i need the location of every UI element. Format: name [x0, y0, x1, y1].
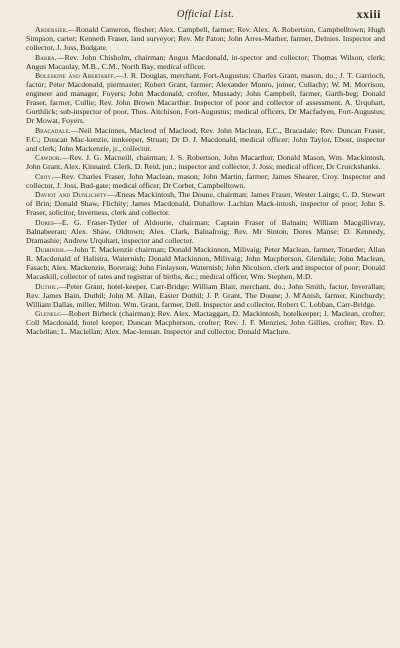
parish-name: Glenelg	[35, 309, 62, 318]
running-title: Official List.	[176, 9, 235, 20]
parish-entry-duirinish	[26, 245, 385, 281]
parish-members: —Æneas Mackintosh, The Doune, chairman; James Fraser, Wester Lairgs; C. D. Stewart of Brin; Donald Shaw, Flichity; James Macdonald, Duhallow. Lachlan Mack-intosh, inspector of poor; John S. Fraser, solicitor, Inverness, clerk and collector.	[26, 190, 385, 217]
parish-entry-croy	[26, 172, 385, 190]
parish-entry-duthil	[26, 282, 385, 309]
parish-members: —Ronald Cameron, flesher; Alex. Campbell, farmer; Rev. Alex. A. Robertson, Campbelltown; Hugh Simpson, carter; Kenneth Fraser, land surveyor; Rev. Mr Paton; John Arres-Mather, farmer, Delnies. Inspector and collector, J. Joss, Budgate.	[26, 25, 385, 52]
parish-members: —J. R. Douglas, merchant, Fort-Augustus; Charles Grant, mason, do.; J. T. Garrioch, factor; Peter Macdonald, piermaster; Robert Grant, farmer; Alexander Munro, joiner, Cullachy; W. M. Morrison, engineer and manager, Foyers; John Macdonald, crofter, Mussady; John Campbell, farmer, Garth-beg; Donald Fraser, farmer, Cullie; Rev. John Brown Macarthur. Inspector of poor and collector of assessment, A. Urquhart, Gorthlick; sub-inspector of poor, Thos. Aitchison, Fort-Augustus; medical officers, Dr Macfadyen, Fort-Augustus; Dr Mowat, Foyers.	[26, 71, 386, 125]
parish-entry-bracadale	[26, 126, 385, 153]
parish-entry-cawdor	[26, 153, 385, 171]
parish-members: —Rev. Charles Fraser, John Maclean, mason; John Martin, farmer; James Shearer, Croy. Inspector and collector, J. Joss, Bud-gate; medical officer, Dr Corbet, Campbelltown.	[26, 171, 385, 190]
parish-members: —Rev. J. G. Macneill, chairman; J. S. Robertson, John Macarthur, Donald Mason, Wm. Mackintosh, John Grant, Alex. Kinnaird. Clerk, D. Reid, jun.; inspector and collector, J. Joss; medical officer, Dr Cruickshanks.	[26, 153, 385, 171]
parish-name: Barra.	[35, 52, 57, 62]
parish-entry-dores	[26, 218, 385, 245]
parish-entry-barra	[26, 53, 385, 71]
parish-name: Dores	[35, 217, 55, 227]
parish-name: Cawdor.	[35, 153, 62, 162]
parish-entry-glenelg	[26, 309, 385, 336]
parish-name: Duirinish.	[35, 245, 66, 254]
page-header	[26, 4, 385, 24]
parish-members: —Rev. John Chisholm, chairman; Angus Macdonald, in-spector and collector; Thomas Wilson, clerk; Angus Macaulay, M.B., C.M., North Bay, medical officer.	[26, 52, 385, 71]
parish-name: Daviot and Dunlichity	[35, 190, 107, 199]
parish-entry-daviot	[26, 190, 385, 217]
parish-name: Croy.	[35, 171, 54, 181]
parish-name: Ardersier.	[35, 25, 69, 34]
page-number: xxiii	[356, 7, 381, 21]
parish-name: Boleskine and Abertarff.	[35, 71, 116, 80]
parish-members: —Robert Birbeck (chairman); Rev. Alex. Mactaggart, D. Mackintosh, hotelkeeper; J. Maclean, crofter; Coll Macdonald, hotel keeper; Duncan Macpherson, crofter; Rev. J. F. Menzies, John Gillies, crofter; Rev. D. Maclellan; L. Maclellan; Alex. Mac-lennan. Inspector and collector, Donald Maclure.	[26, 309, 385, 336]
parish-members: —Peter Grant, hotel-keeper, Carr-Bridge; William Blair, merchant, do.; John Smith, factor, Inverallan; Rev. James Bain, Duthil; John M. Allan, Easter Duthil; J. P. Grant, The Doune; J. M'Anish, farmer, Kinchurdy; William Dallas, miller, Milton. Wm. Grant, farmer, Dell. Inspector and collector, Robert C. Lobban, Carr-Bridge.	[26, 281, 385, 309]
parish-name: Bracadale.	[35, 125, 71, 135]
parish-name: Duthil.	[35, 281, 59, 291]
parish-entry-ardersier	[26, 25, 385, 52]
parish-members: —Neil Macinnes, Macleod of Macleod, Rev. John Maclean, E.C., Bracadale; Rev. Duncan Fraser, F.C.; Duncan Mac-kenzie, innkeeper, Struan; Dr D. J. Macdonald, medical officer; John Taylor, Ebost, inspector and clerk; John Mackenzie, jr., collector.	[26, 125, 385, 153]
parish-list	[26, 25, 385, 336]
parish-members: —E. G. Fraser-Tytler of Aldourie, chairman; Captain Fraser of Balnain; William Macgillivray, Balnabeeran; Alex. Shaw, Oldtown; Alex. Clark, Balnafroig; Rev. Mr Sinton, Dores Manse; D. Kennedy, Dramashie; Andrew Urquhart, inspector and collector.	[26, 217, 385, 245]
parish-members: —John T. Mackenzie chairman; Donald Mackinnon, Milivaig; Peter Maclean, farmer, Totarder; Allan R. Macdonald of Halistra, Waternish; Donald Mackinnon, Milivaig; John Macpherson, Glendale; John Maclean, Fasach; Alex. Mackenzie, Boreraig; John Finlayson, Waternish; John Nicolson, clerk and inspector of poor; Donald Macaskill, collector of rates and registrar of births, &c.; medical officer, Wm. Stephen, M.D.	[26, 245, 385, 281]
parish-entry-boleskine	[26, 71, 385, 125]
